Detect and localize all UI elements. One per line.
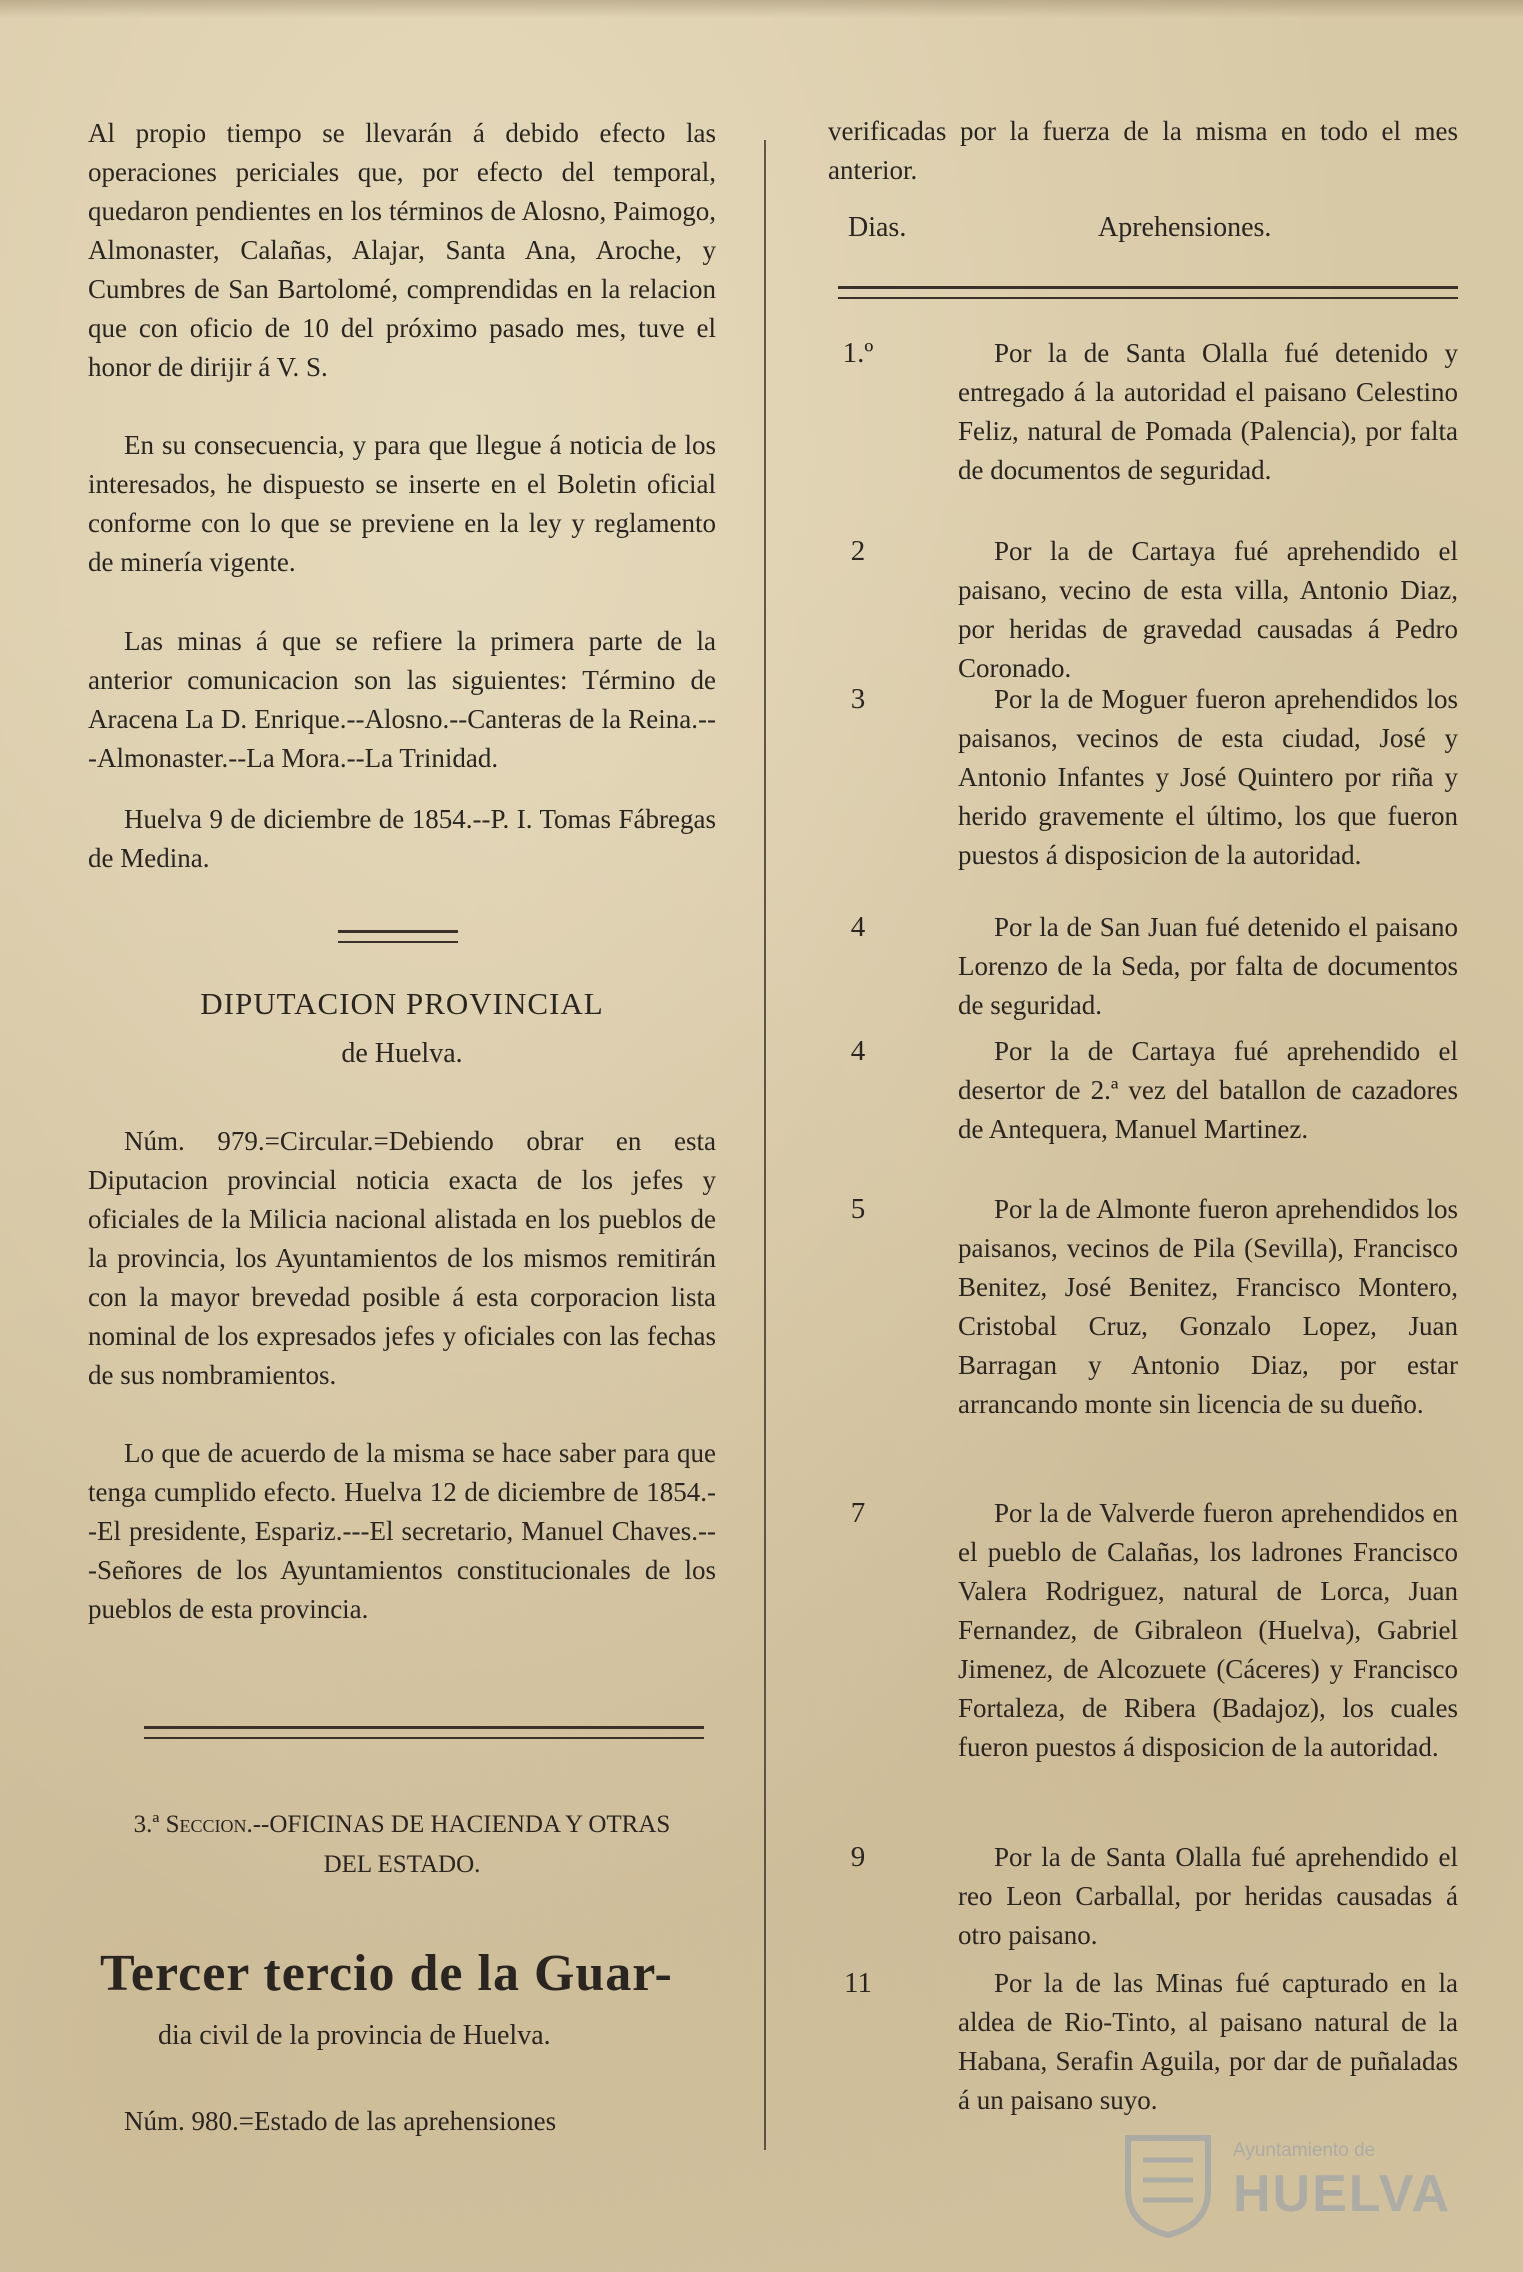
entry-day: 1.º: [842, 337, 874, 369]
paragraph-verificadas: verificadas por la fuerza de la misma en todo el mes anterior.: [828, 116, 1458, 185]
diputacion-subtitle: de Huelva.: [341, 1038, 463, 1069]
table-header-rule: [838, 286, 1458, 299]
entry-text: Por la de Santa Olalla fué detenido y entregado á la autoridad el paisano Celestino Feliz, natural de Pomada (Palencia), por falta de documentos de seguridad.: [958, 338, 1458, 485]
entry-text: Por la de Valverde fueron aprehendidos en el pueblo de Calañas, los ladrones Francisco Valera Rodriguez, natural de Lorca, Juan Fernandez, de Gibraleon (Huelva), Gabriel Jimenez, de Alcozuete (Cáceres) y Francisco Fortaleza, de Ribera (Badajoz), los cuales fueron puestos á disposicion de la autoridad.: [958, 1498, 1458, 1762]
diputacion-title: DIPUTACION PROVINCIAL: [200, 986, 604, 1021]
paragraph-consecuencia: En su consecuencia, y para que llegue á noticia de los interesados, he dispuesto se inserte en el Boletin oficial conforme con lo que se previene en la ley y reglamento de minería vigente.: [88, 430, 716, 577]
entry-day: 4: [850, 911, 866, 943]
entry-text: Por la de Cartaya fué aprehendido el desertor de 2.ª vez del batallon de cazadores de Antequera, Manuel Martinez.: [958, 1036, 1458, 1144]
entry-text: Por la de Cartaya fué aprehendido el paisano, vecino de esta villa, Antonio Diaz, por heridas de gravedad causadas á Pedro Coronado.: [958, 536, 1458, 683]
entry-text: Por la de Moguer fueron aprehendidos los paisanos, vecinos de esta ciudad, José y Antonio Infantes y José Quintero por riña y herido gravemente el último, los que fueron puestos á disposicion de la autoridad.: [958, 684, 1458, 870]
section-heading-line1: 3.ª Seccion.--OFICINAS DE HACIENDA Y OTRAS: [133, 1811, 671, 1838]
paragraph-circular-979: Núm. 979.=Circular.=Debiendo obrar en esta Diputacion provincial noticia exacta de los jefes y oficiales de la Milicia nacional alistada en los pueblos de la provincia, los Ayuntamientos de los mismos remitirán con la mayor brevedad posible á esta corporacion lista nominal de los expresados jefes y oficiales con las fechas de sus nombramientos.: [88, 1126, 716, 1390]
section-separator: [144, 1726, 704, 1739]
header-aprehensiones: Aprehensiones.: [1098, 212, 1272, 243]
paragraph-estado-980: Núm. 980.=Estado de las aprehensiones: [124, 2106, 557, 2136]
page-edge: [0, 0, 1523, 18]
entry-day: 3: [850, 683, 866, 715]
entry-text: Por la de Almonte fueron aprehendidos los paisanos, vecinos de Pila (Sevilla), Francisco Benitez, José Benitez, Francisco Montero, Cristobal Cruz, Gonzalo Lopez, Juan Barragan y Antonio Diaz, por estar arrancando monte sin licencia de su dueño.: [958, 1194, 1458, 1419]
section-heading-line2: DEL ESTADO.: [323, 1851, 481, 1878]
paragraph-acuerdo: Lo que de acuerdo de la misma se hace saber para que tenga cumplido efecto. Huelva 12 de diciembre de 1854.--El presidente, Espariz.---El secretario, Manuel Chaves.---Señores de los Ayuntamientos constitucionales de los pueblos de esta provincia.: [88, 1438, 716, 1624]
header-dias: Dias.: [848, 212, 907, 243]
entry-day: 7: [850, 1497, 866, 1529]
signature-huelva-9: Huelva 9 de diciembre de 1854.--P. I. Tomas Fábregas de Medina.: [88, 804, 716, 873]
guardia-civil-title: Tercer tercio de la Guar-: [100, 1945, 673, 2002]
watermark-big-text: HUELVA: [1233, 2165, 1452, 2223]
entry-day: 4: [850, 1035, 866, 1067]
entry-day: 5: [850, 1193, 866, 1225]
entry-day: 11: [844, 1967, 872, 1999]
entry-day: 9: [850, 1841, 866, 1873]
ayuntamiento-watermark: [1118, 2130, 1458, 2250]
entry-text: Por la de las Minas fué capturado en la aldea de Rio-Tinto, al paisano natural de la Habana, Serafin Aguila, por dar de puñaladas á un paisano suyo.: [958, 1968, 1458, 2115]
entry-text: Por la de San Juan fué detenido el paisano Lorenzo de la Seda, por falta de documentos de seguridad.: [958, 912, 1458, 1020]
watermark-small-text: Ayuntamiento de: [1233, 2140, 1376, 2161]
city-shield-icon: [1118, 2130, 1218, 2240]
guardia-civil-subtitle: dia civil de la provincia de Huelva.: [158, 2020, 551, 2051]
paragraph-minas: Las minas á que se refiere la primera parte de la anterior comunicacion son las siguientes: Término de Aracena La D. Enrique.--Alosno.--Canteras de la Reina.---Almonaster.--La Mora.--La Trinidad.: [88, 626, 716, 773]
entry-text: Por la de Santa Olalla fué aprehendido el reo Leon Carballal, por heridas causadas á otro paisano.: [958, 1842, 1458, 1950]
column-divider: [764, 140, 766, 2150]
entry-day: 2: [850, 535, 866, 567]
paragraph-operaciones: Al propio tiempo se llevarán á debido efecto las operaciones periciales que, por efecto del temporal, quedaron pendientes en los términos de Alosno, Paimogo, Almonaster, Calañas, Alajar, Santa Ana, Aroche, y Cumbres de San Bartolomé, comprendidas en la relacion que con oficio de 10 del próximo pasado mes, tuve el honor de dirijir á V. S.: [88, 118, 716, 382]
short-separator: [338, 930, 458, 943]
